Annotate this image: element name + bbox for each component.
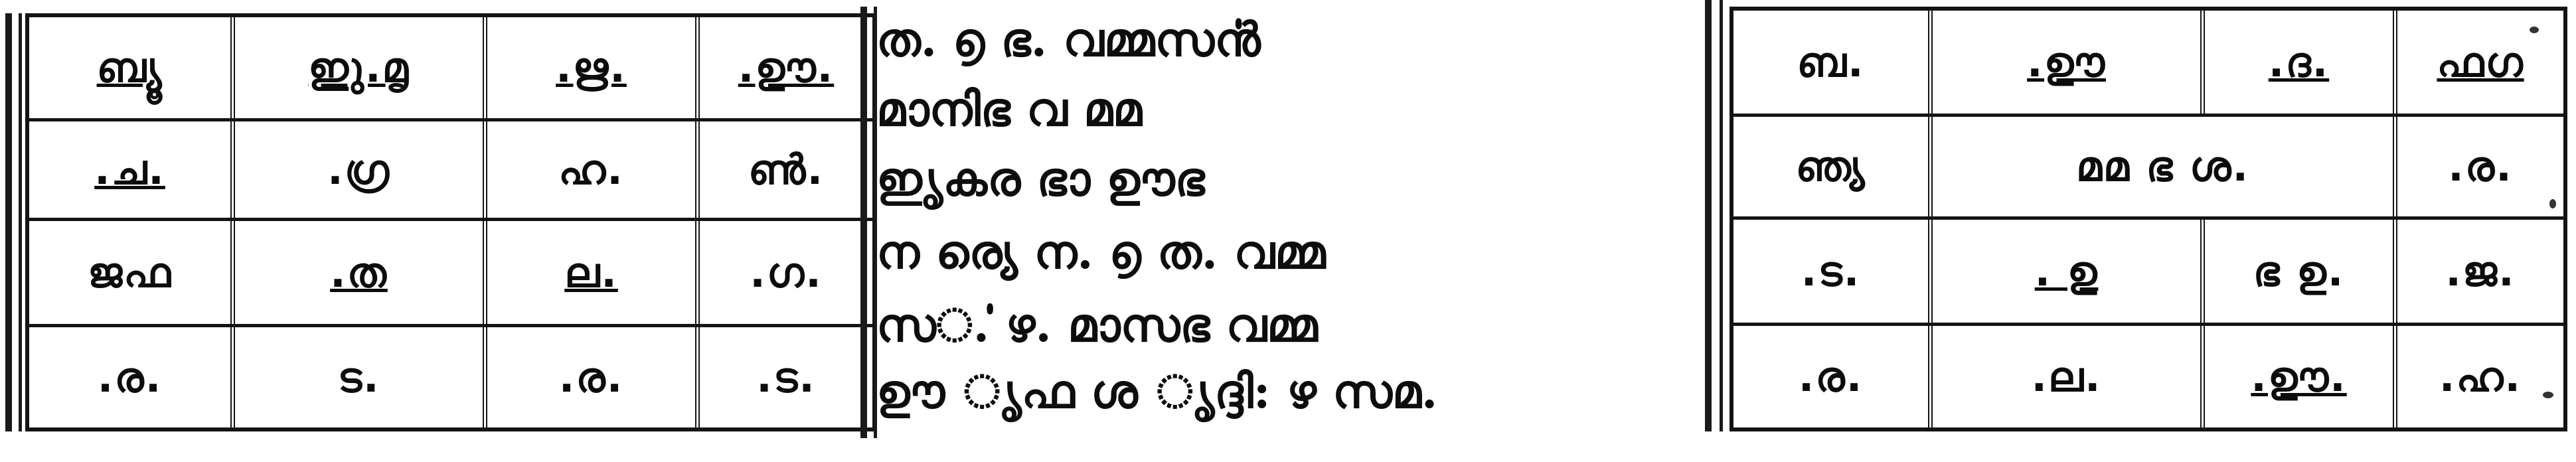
- right-grid-cell: .ഊ: [1933, 11, 2205, 114]
- right-grid-cell: .ജ.: [2445, 246, 2516, 295]
- right-grid-cell: .ഹ.: [2439, 352, 2522, 401]
- left-edge-rule-inner: [19, 13, 22, 431]
- left-grid-cell: .ഋ.: [487, 17, 700, 118]
- left-grid-cell: ട.: [235, 327, 487, 427]
- right-grid: [1730, 7, 2567, 431]
- left-grid-cell: ൺ.: [748, 145, 825, 194]
- left-grid-cell: .ര.: [29, 327, 235, 427]
- right-grid-cell: .ര.: [1733, 326, 1933, 427]
- left-grid-cell: .ഗ.: [750, 248, 823, 297]
- left-grid-row: [29, 121, 872, 221]
- left-grid-cell: .ട.: [756, 352, 816, 402]
- verse-line: മാനിഭ വ മമ: [876, 82, 1142, 137]
- right-grid-cell: ഫഗ: [2437, 37, 2524, 86]
- left-grid-cell: .ച.: [29, 121, 235, 218]
- right-grid-cell: ഭ ഉ.: [2205, 220, 2397, 323]
- right-grid-cell: മമ ഭ ശ.: [1933, 117, 2397, 216]
- left-grid-row: [29, 221, 872, 327]
- left-grid-row: [29, 327, 872, 427]
- verse-line: ഊ ൃഫ ശ ൃദ്ദി: ഴ സമ.: [876, 364, 1438, 419]
- verse-block: [876, 7, 1693, 438]
- right-grid-row: [1733, 326, 2563, 427]
- left-grid-cell: ഇു.മൃ: [235, 17, 487, 118]
- right-grid-cell: .ര.: [2448, 142, 2513, 191]
- ink-speck: [2549, 199, 2556, 208]
- verse-line: സൎ. ഴ. മാസഭ വമ്മ: [876, 297, 1318, 352]
- verse-line: ത. ൭ ഭ. വമ്മസൎൻ: [876, 12, 1261, 67]
- right-separator-rule-inner: [1720, 0, 1723, 431]
- right-grid-row: [1733, 220, 2563, 326]
- left-grid-row: [29, 17, 872, 121]
- left-grid-cell: ജഫ: [29, 221, 235, 324]
- ink-speck: [2530, 27, 2539, 33]
- right-grid-cell: .ദ.: [2205, 11, 2397, 114]
- right-grid-cell: .ട.: [1733, 220, 1933, 323]
- right-separator-rule: [1705, 0, 1712, 431]
- left-grid-cell: ല.: [487, 221, 700, 324]
- right-grid-cell: .ഊ.: [2205, 326, 2397, 427]
- verse-line: ഇൃകര ഭാ ഊഭ: [876, 151, 1205, 206]
- left-grid: [25, 13, 876, 431]
- right-grid-cell: . ഉ: [1933, 220, 2205, 323]
- left-grid-cell: .ഊ.: [738, 43, 835, 92]
- left-separator-rule: [860, 7, 867, 438]
- ink-speck: [2543, 392, 2553, 398]
- left-grid-cell: .ര.: [487, 327, 700, 427]
- left-grid-cell: ഹ.: [487, 121, 700, 218]
- left-grid-cell: .ഗ്ര: [235, 121, 487, 218]
- left-grid-cell: .ത: [235, 221, 487, 324]
- right-grid-row: [1733, 117, 2563, 220]
- right-grid-cell: .ല.: [1933, 326, 2205, 427]
- verse-line: ന ര്യെ ന. ൭ ത. വമ്മ: [876, 224, 1326, 279]
- right-grid-cell: ബ.: [1733, 11, 1933, 114]
- left-edge-rule: [5, 13, 12, 431]
- left-grid-cell: ബ്യൂ: [29, 17, 235, 118]
- right-grid-cell: ഞ്യ: [1733, 117, 1933, 216]
- right-grid-row: [1733, 11, 2563, 117]
